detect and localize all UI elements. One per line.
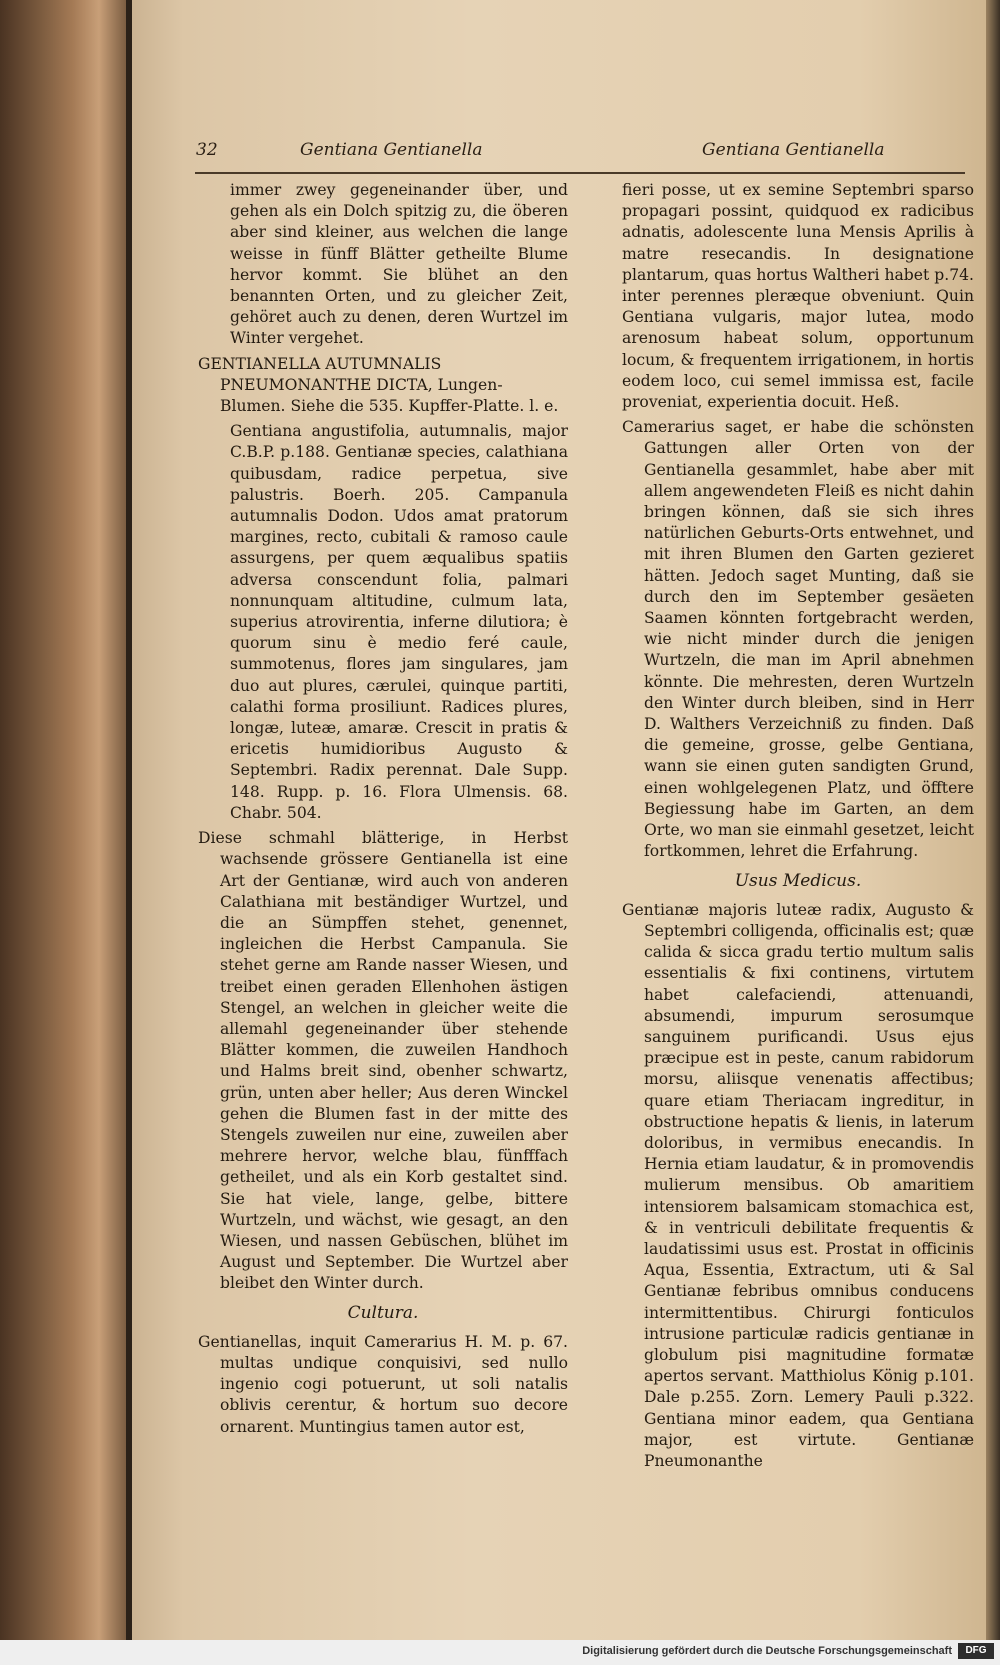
running-head-left: Gentiana Gentianella (300, 140, 483, 160)
entry-heading: GENTIANELLA AUTUMNALIS PNEUMONANTHE DICTA, Lungen-Blumen. Siehe die 535. Kupffer-Platte. l. e. (198, 354, 559, 416)
paragraph: Camerarius saget, er habe die schönsten Gattungen aller Orten von der Gentianella gesammlet, habe aber mit allem angewendeten Fleiß es nicht dahin bringen können, daß sie sich ihres natürlichen Geburts-Orts entwehnet, und mit ihren Blumen den Garten gezieret hätten. Jedoch saget Munting, daß sie durch den im September gesäeten Saamen könnten fortgebracht werden, wie nicht minder durch die jenigen Wurtzeln, die man im April abnehmen könnte. Die mehresten, deren Wurtzeln den Winter durch bleiben, sind in Herr D. Walthers Verzeichniß zu finden. Daß die gemeine, grosse, gelbe Gentiana, wann sie einen guten sandigten Grund, einen wohlgelegenen Platz, und öfftere Begiessung habe im Garten, an dem Orte, wo man sie einmahl gesetzet, leicht fortkommen, lehret die Erfahrung. (622, 418, 974, 861)
section-heading-cultura: Cultura. (347, 1302, 419, 1323)
header-rule (195, 172, 965, 174)
latin-description: Gentiana angustifolia, autumnalis, major C.B.P. p.188. Gentianæ species, calathiana quibusdam, radice perpetua, sive palustris. Boerh. 205. Campanula autumnalis Dodon. Udos amat pratorum margines, recto, cubitali & ramoso caule assurgens, per quem æqualibus spatiis adversa conscendunt folia, palmari nonnunquam altitudine, culmum lata, superius atrovirentia, inferne dilutiora; è quorum sinu è medio feré caule, summotenus, flores jam singulares, jam duo aut plures, cærulei, quinque partiti, calathi forma prosiliunt. Radices plures, longæ, luteæ, amaræ. Crescit in pratis & ericetis humidioribus Augusto & Septembri. Radix perennat. Dale Supp. 148. Rupp. p. 16. Flora Ulmensis. 68. Chabr. 504. (230, 422, 568, 822)
book-spine (0, 0, 132, 1665)
paragraph: immer zwey gegeneinander über, und gehen als ein Dolch spitzig zu, die öberen aber sind kleiner, aus welchen die lange weisse in fünff Blätter getheilte Blume hervor kommt. Sie blühet an den benannten Orten, und zu gleicher Zeit, gehöret auch zu denen, deren Wurtzel im Winter vergehet. (230, 181, 568, 348)
footer-bar (0, 1640, 1000, 1665)
right-column (622, 180, 974, 1476)
page-edge (986, 0, 1000, 1640)
page-number: 32 (196, 140, 218, 160)
paragraph: Gentianellas, inquit Camerarius H. M. p. 67. multas undique conquisivi, sed nullo ingenio cogi potuerunt, ut soli natalis oblivis cerentur, & hortum suo decore ornarent. Muntingius tamen autor est, (198, 1332, 568, 1436)
paragraph: fieri posse, ut ex semine Septembri sparso propagari possint, quidquod ex radicibus adnatis, adolescente luna Mensis Aprilis à matre resecandis. In designatione plantarum, quas hortus Waltheri habet p.74. inter perennes pleræque obveniunt. Quin Gentiana vulgaris, major lutea, modo arenosum habeat solum, opportunum locum, & frequentem irrigationem, in hortis eodem loco, cui semel immissa est, facile proveniat, experientia docuit. Heß. (622, 181, 974, 412)
running-head-right: Gentiana Gentianella (702, 140, 885, 160)
dfg-logo: DFG (958, 1643, 994, 1659)
german-description: Diese schmahl blätterige, in Herbst wachsende grössere Gentianella ist eine Art der Gentianæ, wird auch von anderen Calathiana mit beständiger Wurtzel, und die an Sümpffen stehet, genennet, ingleichen die Herbst Campanula. Sie stehet gerne am Rande nasser Wiesen, und treibet einen geraden Ellenhohen ästigen Stengel, an welchen in gleicher weite die allemahl gegeneinander über stehende Blätter kommen, die zuweilen Handhoch und Halms breit sind, obenher schwartz, grün, unten aber heller; Aus deren Winckel gehen die Blumen fast in der mitte des Stengels zuweilen nur eine, zuweilen aber mehrere hervor, welche blau, fünfffach getheilet, und als ein Korb gestaltet sind. Sie hat viele, lange, gelbe, bittere Wurtzeln, und wächst, wie gesagt, an den Wiesen, und nassen Gebüschen, blühet im August und September. Die Wurtzel aber bleibet den Winter durch. (198, 829, 568, 1293)
footer-credit: Digitalisierung gefördert durch die Deutsche Forschungsgemeinschaft (582, 1645, 952, 1657)
left-column (198, 180, 568, 1442)
section-heading-usus-medicus: Usus Medicus. (734, 870, 862, 891)
paragraph: Gentianæ majoris luteæ radix, Augusto & Septembri colligenda, officinalis est; quæ calida & sicca gradu tertio multum salis essentialis & fixi continens, virtutem habet calefaciendi, attenuandi, absumendi, impurum serosumque sanguinem purificandi. Usus ejus præcipue est in peste, canum rabidorum morsu, aliisque venenatis affectibus; quare etiam Theriacam ingreditur, in obstructione hepatis & lienis, in laterum doloribus, in vermibus enecandis. In Hernia etiam laudatur, & in promovendis mulierum mensibus. Ob amaritiem intensiorem balsamicam stomachica est, & in ventriculi debilitate frequentis & laudatissimi usus est. Prostat in officinis Aqua, Essentia, Extractum, uti & Sal Gentianæ febribus omnibus conducens intermittentibus. Chirurgi fonticulos intrusione particulæ radicis gentianæ in globulum pisi magnitudine formatæ apertos servant. Matthiolus König p.101. Dale p.255. Zorn. Lemery Pauli p.322. Gentiana minor eadem, qua Gentiana major, est virtute. Gentianæ Pneumonanthe (622, 900, 974, 1470)
